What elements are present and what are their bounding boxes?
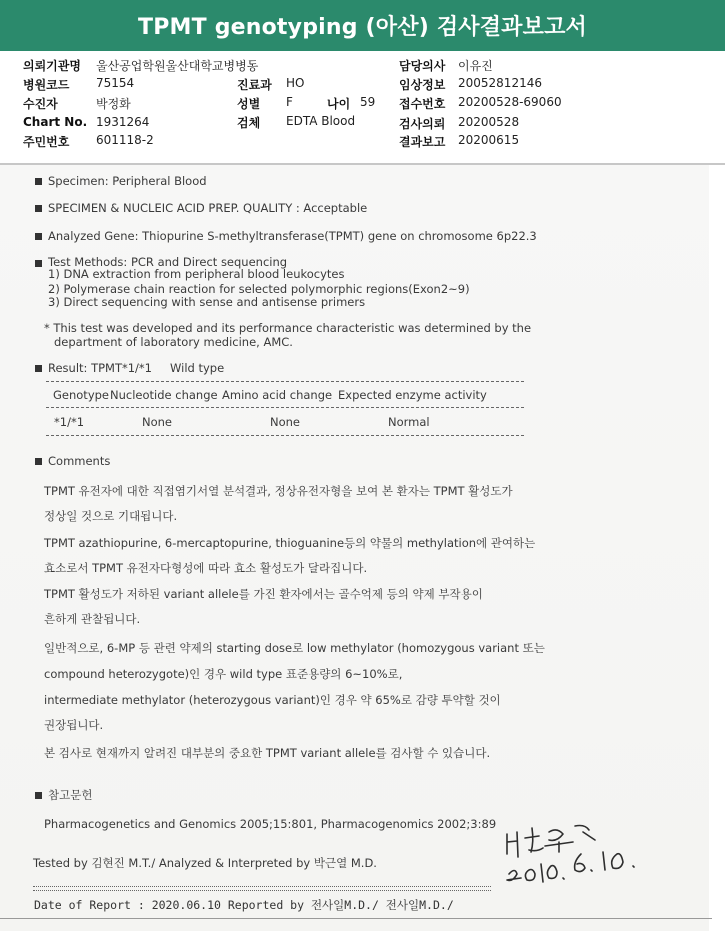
specimen-type-value: EDTA Blood [286, 114, 356, 128]
report-date-value: 20200615 [458, 133, 520, 147]
patient-info-panel [0, 51, 725, 163]
collector-value: 박정화 [96, 97, 131, 111]
footer-report-line: Date of Report : 2020.06.10 Reported by 전사일M.D./ 전사일M.D./ [34, 898, 454, 912]
bullet-icon [35, 458, 42, 465]
methods-title: Test Methods: PCR and Direct sequencing [48, 255, 288, 269]
footer-double-rule [33, 886, 491, 891]
comment-line: 일반적으로, 6-MP 등 관련 약제의 starting dose로 low methylator (homozygous variant 또는 [44, 641, 545, 655]
method-note: * This test was developed and its performance characteristic was determined by the [44, 321, 532, 335]
sex-label: 성별 [237, 97, 261, 111]
clinical-info-label: 임상정보 [399, 78, 446, 92]
request-date-label: 검사의뢰 [399, 117, 446, 131]
report-title: TPMT genotyping (아산) 검사결과보고서 [0, 0, 725, 51]
bullet-icon [35, 260, 42, 267]
comment-line: TPMT 활성도가 저하된 variant allele를 가진 환자에서는 골수억제 등의 약제 부작용이 [44, 587, 483, 601]
doctor-value: 이유진 [458, 59, 493, 73]
sex-value: F [286, 95, 293, 109]
request-date-value: 20200528 [458, 115, 520, 129]
hospital-code-value: 75154 [96, 76, 135, 90]
collector-label: 수진자 [23, 97, 58, 111]
receipt-no-label: 접수번호 [399, 97, 446, 111]
table-cell-amino: None [270, 415, 301, 429]
resident-no-value: 601118-2 [96, 133, 154, 147]
comment-line: 효소로서 TPMT 유전자다형성에 따라 효소 활성도가 달라집니다. [44, 561, 368, 575]
department-value: HO [286, 76, 305, 90]
specimen-line: Specimen: Peripheral Blood [48, 174, 207, 188]
signature-line: Tested by 김현진 M.T./ Analyzed & Interpreted by 박근열 M.D. [33, 856, 377, 870]
handwritten-signature [485, 812, 665, 892]
bullet-icon [35, 205, 42, 212]
scan-margin [709, 165, 725, 931]
references-text: Pharmacogenetics and Genomics 2005;15:801, Pharmacogenomics 2002;3:89 [44, 817, 497, 831]
department-label: 진료과 [237, 78, 272, 92]
table-header-genotype: Genotype [53, 388, 110, 402]
references-title: 참고문헌 [48, 788, 93, 802]
bullet-icon [35, 365, 42, 372]
age-value: 59 [360, 95, 376, 109]
resident-no-label: 주민번호 [23, 135, 70, 149]
page-bottom-rule [0, 918, 712, 919]
table-cell-genotype: *1/*1 [54, 415, 85, 429]
result-label: Result: TPMT*1/*1 [48, 361, 152, 375]
age-label: 나이 [327, 97, 351, 111]
comment-line: 정상일 것으로 기대됩니다. [44, 509, 178, 523]
chart-no-value: 1931264 [96, 115, 150, 129]
clinical-info-value: 20052812146 [458, 76, 542, 90]
table-bottom-rule [46, 435, 524, 436]
comments-title: Comments [48, 454, 111, 468]
comment-line: TPMT 유전자에 대한 직접염기서열 분석결과, 정상유전자형을 보여 본 환자는 TPMT 활성도가 [44, 484, 513, 498]
comment-line: compound heterozygote)인 경우 wild type 표준용량의 6~10%로, [44, 667, 403, 681]
receipt-no-value: 20200528-69060 [458, 95, 562, 109]
table-mid-rule [46, 407, 524, 408]
report-date-label: 결과보고 [399, 135, 446, 149]
hospital-code-label: 병원코드 [23, 78, 70, 92]
institution-label: 의뢰기관명 [23, 59, 81, 73]
method-note-cont: department of laboratory medicine, AMC. [54, 335, 293, 349]
table-cell-nucleotide: None [142, 415, 173, 429]
specimen-type-label: 검체 [237, 116, 261, 130]
comment-line: intermediate methylator (heterozygous variant)인 경우 약 65%로 감량 투약할 것이 [44, 693, 501, 707]
table-top-rule [46, 381, 524, 382]
chart-no-label: Chart No. [23, 115, 88, 129]
comment-line: 흔하게 관찰됩니다. [44, 612, 141, 626]
bullet-icon [35, 233, 42, 240]
comment-line: TPMT azathiopurine, 6-mercaptopurine, thioguanine등의 약물의 methylation에 관여하는 [44, 536, 536, 550]
table-header-amino: Amino acid change [222, 388, 333, 402]
table-header-nucleotide: Nucleotide change [110, 388, 218, 402]
method-item: 1) DNA extraction from peripheral blood leukocytes [48, 267, 345, 281]
comment-line: 권장됩니다. [44, 718, 104, 732]
table-cell-enzyme: Normal [388, 415, 430, 429]
result-type: Wild type [170, 361, 225, 375]
institution-value: 울산공업학원울산대학교병병동 [96, 59, 259, 73]
gene-line: Analyzed Gene: Thiopurine S-methyltransferase(TPMT) gene on chromosome 6p22.3 [48, 229, 537, 243]
method-item: 3) Direct sequencing with sense and antisense primers [48, 295, 366, 309]
quality-line: SPECIMEN & NUCLEIC ACID PREP. QUALITY : Acceptable [48, 201, 368, 215]
table-header-enzyme: Expected enzyme activity [338, 388, 487, 402]
bullet-icon [35, 792, 42, 799]
doctor-label: 담당의사 [399, 59, 446, 73]
method-item: 2) Polymerase chain reaction for selected polymorphic regions(Exon2~9) [48, 282, 470, 296]
comment-line: 본 검사로 현재까지 알려진 대부분의 중요한 TPMT variant allele를 검사할 수 있습니다. [44, 746, 491, 760]
bullet-icon [35, 178, 42, 185]
